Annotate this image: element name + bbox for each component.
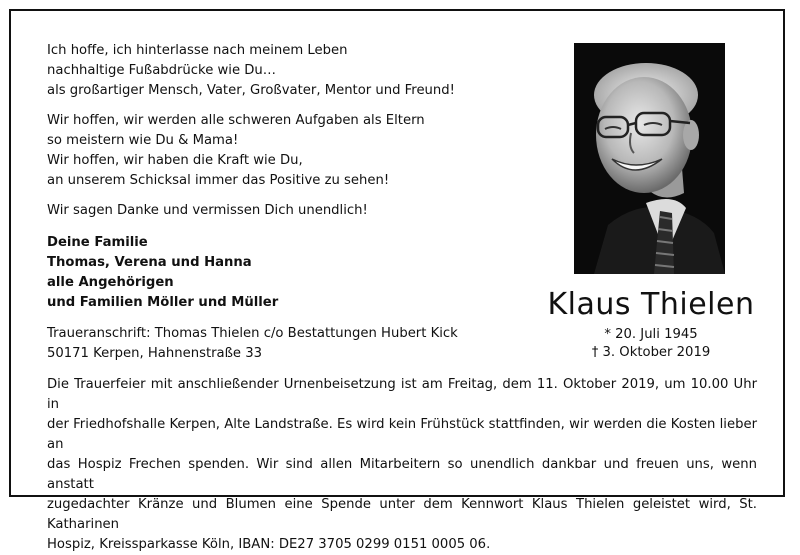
poem-line: Ich hoffe, ich hinterlasse nach meinem Leben: [47, 43, 348, 58]
address-line: 50171 Kerpen, Hahnenstraße 33: [47, 346, 263, 361]
poem: [47, 41, 455, 221]
poem-stanza-3: [47, 201, 455, 221]
family-signature: [47, 233, 278, 313]
portrait-photo: [574, 43, 725, 274]
funeral-notice: [47, 375, 757, 555]
deceased-name: Klaus Thielen: [547, 287, 755, 322]
death-date: † 3. Oktober 2019: [591, 345, 711, 360]
life-dates: [541, 326, 761, 362]
poem-line: an unserem Schicksal immer das Positive zu sehen!: [47, 173, 390, 188]
poem-line: Wir sagen Danke und vermissen Dich unendlich!: [47, 203, 368, 218]
obituary-card: [9, 9, 785, 552]
poem-line: Wir hoffen, wir haben die Kraft wie Du,: [47, 153, 303, 168]
family-line: und Familien Möller und Müller: [47, 295, 279, 310]
notice-line: das Hospiz Frechen spenden. Wir sind allen Mitarbeitern so unendlich dankbar und freuen uns, wenn anstatt: [47, 457, 757, 492]
address-line: Traueranschrift: Thomas Thielen c/o Bestattungen Hubert Kick: [47, 326, 458, 341]
birth-date: * 20. Juli 1945: [604, 327, 698, 342]
family-line: alle Angehörigen: [47, 275, 174, 290]
family-line: Thomas, Verena und Hanna: [47, 255, 252, 270]
poem-line: so meistern wie Du & Mama!: [47, 133, 239, 148]
family-line: Deine Familie: [47, 235, 148, 250]
poem-line: Wir hoffen, wir werden alle schweren Aufgaben als Eltern: [47, 113, 425, 128]
notice-line: zugedachter Kränze und Blumen eine Spende unter dem Kennwort Klaus Thielen geleistet wird, St. Katharinen: [47, 497, 757, 532]
poem-line: nachhaltige Fußabdrücke wie Du…: [47, 63, 276, 78]
notice-line: Hospiz, Kreissparkasse Köln, IBAN: DE27 3705 0299 0151 0005 06.: [47, 537, 491, 552]
poem-line: als großartiger Mensch, Vater, Großvater, Mentor und Freund!: [47, 83, 455, 98]
notice-line: der Friedhofshalle Kerpen, Alte Landstraße. Es wird kein Frühstück stattfinden, wir werden die Kosten lieber an: [47, 417, 757, 452]
poem-stanza-2: [47, 111, 455, 191]
portrait-illustration: [574, 43, 725, 274]
poem-stanza-1: [47, 41, 455, 101]
notice-line: Die Trauerfeier mit anschließender Urnenbeisetzung ist am Freitag, dem 11. Oktober 2019, um 10.00 Uhr in: [47, 377, 757, 412]
mourning-address: [47, 324, 458, 364]
